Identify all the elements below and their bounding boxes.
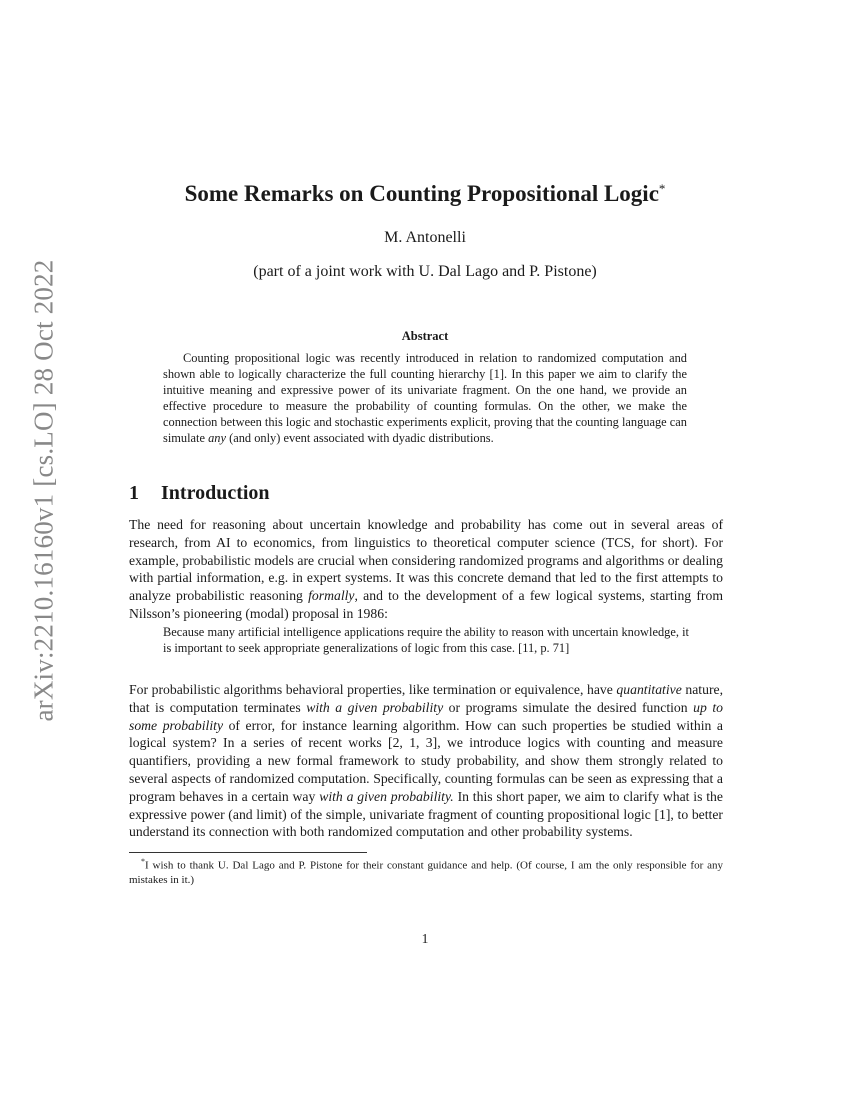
author-affiliation: (part of a joint work with U. Dal Lago and P. Pistone) (253, 263, 597, 280)
section-number: 1 (129, 482, 139, 504)
paragraph-emphasis: up to some probability (129, 699, 723, 733)
paragraph-text: In this short paper, we aim to clarify what is the expressive power (and limit) of the simple, univariate fragment of counting propositional logic [1], to better understand its connection with both randomized computation and other probability systems. (129, 788, 723, 840)
intro-paragraph-2 (129, 681, 723, 841)
paragraph-text: For probabilistic algorithms behavioral properties, like termination or equivalence, have (129, 682, 617, 697)
arxiv-identifier-text: arXiv:2210.16160v1 [cs.LO] 28 Oct 2022 (28, 258, 59, 722)
section-title: Introduction (161, 482, 270, 504)
paper-title (0, 181, 850, 207)
abstract-emphasis: any (208, 431, 226, 445)
abstract-body (163, 350, 687, 446)
footnote (129, 855, 723, 887)
intro-paragraph-1 (129, 516, 723, 623)
paragraph-emphasis: with a given probability. (319, 788, 454, 804)
title-footnote-mark[interactable]: * (658, 181, 666, 196)
abstract-text-part: (and only) event associated with dyadic distributions. (225, 431, 494, 445)
paragraph-text: The need for reasoning about uncertain knowledge and probability has come out in several areas of research, from AI to economics, from linguistics to theoretical computer science (TCS, for short). For example, probabilistic models are crucial when considering randomized programs and algorithms or dealing with partial information, e.g. in expert systems. It was this concrete demand that led to the first attempts to analyze probabilistic reasoning (129, 517, 723, 604)
author-name: M. Antonelli (384, 229, 466, 246)
footnote-divider (129, 852, 367, 853)
abstract-heading: Abstract (401, 329, 449, 343)
abstract-text-part: Counting propositional logic was recently introduced in relation to randomized computation and shown able to logically characterize the full counting hierarchy [1]. In this paper we aim to clarify the intuitive meaning and expressive power of its univariate fragment. On the one hand, we provide an effective procedure to measure the probability of counting formulas. On the other, we make the connection between this logic and stochastic experiments explicit, proving that the counting language can simulate (163, 351, 687, 445)
paragraph-text: of error, for instance learning algorithm. How can such properties be studied within a logical system? In a series of recent works [2, 1, 3], we introduce logics with counting and measure quantifiers, providing a new formal framework to study probability, and show them strongly related to several aspects of randomized computation. Specifically, counting formulas can be seen as expressing that a program behaves in a certain way (129, 717, 723, 804)
paragraph-text: , and to the development of a few logical systems, starting from Nilsson’s pioneering (modal) proposal in 1986: (129, 588, 723, 621)
nilsson-quotation: Because many artificial intelligence applications require the ability to reason with uncertain knowledge, it is important to seek appropriate generalizations of logic from this case. [11, p. 71] (163, 625, 689, 655)
paragraph-emphasis: quantitative (616, 682, 682, 697)
footnote-mark: * (141, 857, 145, 866)
paper-title-text: Some Remarks on Counting Propositional Logic (184, 181, 659, 206)
footnote-text: I wish to thank U. Dal Lago and P. Pistone for their constant guidance and help. (Of course, I am the only responsible for any mistakes in it.) (129, 859, 723, 886)
section-heading-introduction (129, 482, 270, 505)
paragraph-text: or programs simulate the desired function (443, 699, 694, 715)
page-number: 1 (421, 931, 429, 946)
paragraph-emphasis: with a given probability (306, 699, 444, 715)
paragraph-text: nature, that is computation terminates (129, 682, 724, 715)
paragraph-emphasis: formally (308, 588, 355, 604)
